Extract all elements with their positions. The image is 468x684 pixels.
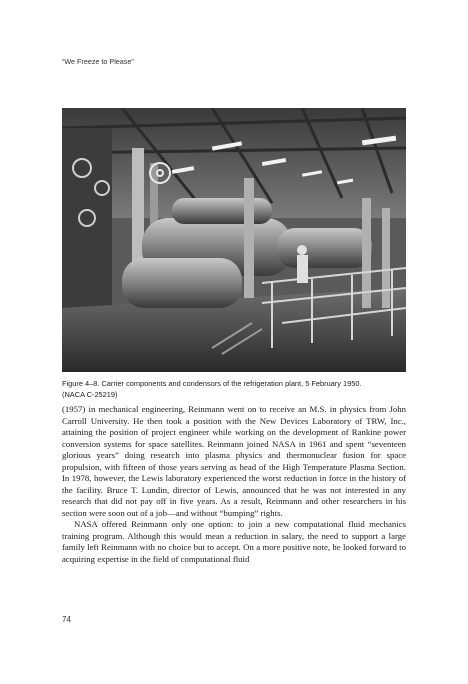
refrigeration-plant-photo	[62, 108, 406, 372]
caption-line-1: Figure 4–8. Carrier components and condensors of the refrigeration plant, 5 February 1950.	[62, 379, 362, 388]
paragraph-1: (1957) in mechanical engineering, Reinmann went on to receive an M.S. in physics from John Carroll University. He then took a position with the New Devices Laboratory of TRW, Inc., attaining the position of project engineer while working on the development of Rankine power conversion systems for space satellites. Reinmann joined NASA in 1961 and spent “seventeen glorious years” doing research into plasma physics and thermonuclear fusion for space propulsion, with fifteen of those years serving as head of the High Temperature Plasma Section. In 1978, however, the Lewis laboratory experienced the worst reduction in force in the history of the facility. Bruce T. Lundin, director of Lewis, announced that he was not interested in any research that did not pay off in five years. As a result, Reinmann and other researchers in his section were soon out of a job—and without “bumping” rights.	[62, 404, 406, 518]
caption-line-2: (NACA C-25219)	[62, 389, 118, 399]
running-head: “We Freeze to Please”	[62, 57, 134, 66]
body-text	[62, 404, 406, 565]
paragraph-2: NASA offered Reinmann only one option: to join a new computational fluid mechanics training program. Although this would mean a reduction in salary, the need to support a large family left Reinmann with no choice but to accept. On a more positive note, he looked forward to acquiring expertise in the field of computational fluid	[62, 519, 406, 564]
figure-caption	[62, 379, 406, 400]
page-number: 74	[62, 615, 71, 624]
